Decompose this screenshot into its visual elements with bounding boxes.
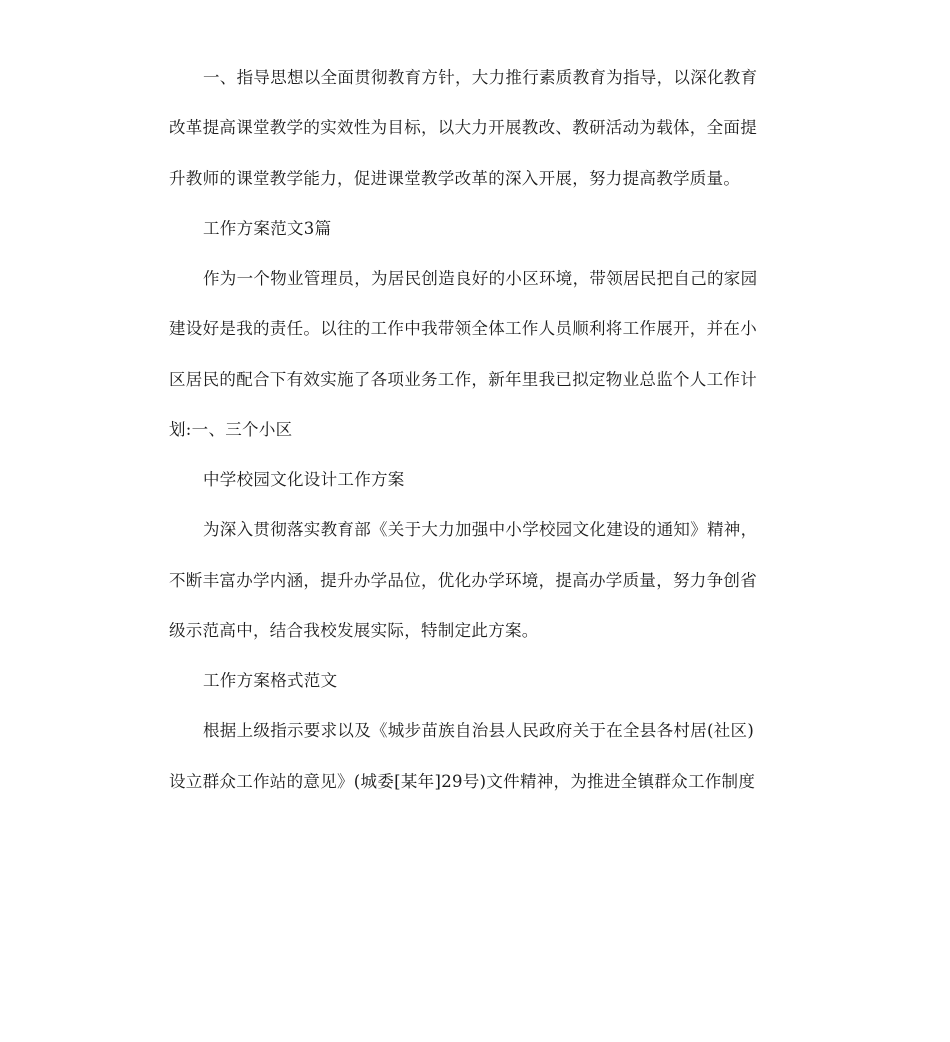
paragraph-3-line-3: 级示范高中，结合我校发展实际，特制定此方案。 <box>169 621 539 640</box>
paragraph-2-line-2: 建设好是我的责任。以往的工作中我带领全体工作人员顺利将工作展开，并在小 <box>169 319 757 338</box>
paragraph-1-line-2: 改革提高课堂教学的实效性为目标，以大力开展教改、教研活动为载体，全面提 <box>169 118 757 137</box>
paragraph-1-line-1: 一、指导思想以全面贯彻教育方针，大力推行素质教育为指导，以深化教育 <box>203 68 758 87</box>
paragraph-2-line-4: 划:一、三个小区 <box>169 420 293 439</box>
paragraph-4-line-2: 设立群众工作站的意见》(城委[某年]29号)文件精神，为推进全镇群众工作制度 <box>169 772 756 791</box>
paragraph-4-line-1: 根据上级指示要求以及《城步苗族自治县人民政府关于在全县各村居(社区) <box>203 721 755 740</box>
section-heading-1: 工作方案范文3篇 <box>203 219 332 238</box>
paragraph-2-line-1: 作为一个物业管理员，为居民创造良好的小区环境，带领居民把自己的家园 <box>203 269 758 288</box>
paragraph-3-line-2: 不断丰富办学内涵，提升办学品位，优化办学环境，提高办学质量，努力争创省 <box>169 571 757 590</box>
paragraph-1-line-3: 升教师的课堂教学能力，促进课堂教学改革的深入开展，努力提高教学质量。 <box>169 169 741 188</box>
paragraph-2-line-3: 区居民的配合下有效实施了各项业务工作，新年里我已拟定物业总监个人工作计 <box>169 370 757 389</box>
paragraph-3-line-1: 为深入贯彻落实教育部《关于大力加强中小学校园文化建设的通知》精神， <box>203 520 758 539</box>
section-heading-2: 中学校园文化设计工作方案 <box>203 470 405 489</box>
section-heading-3: 工作方案格式范文 <box>203 671 338 690</box>
